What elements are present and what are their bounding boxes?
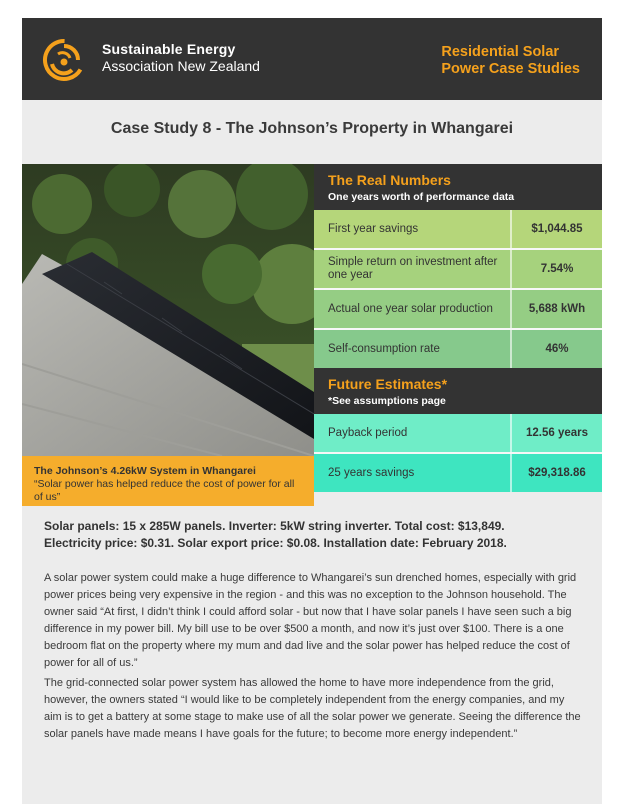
table-row [314, 290, 602, 328]
row-value: 7.54% [510, 250, 602, 288]
row-label: Simple return on investment after one year [314, 250, 510, 288]
row-label: Self-consumption rate [314, 330, 510, 368]
real-numbers-subtitle: One years worth of performance data [328, 191, 515, 203]
table-row [314, 330, 602, 368]
system-specifications [44, 518, 584, 552]
table-row [314, 414, 602, 452]
row-value: 46% [510, 330, 602, 368]
header-bar [22, 18, 602, 100]
row-value: $1,044.85 [510, 210, 602, 248]
case-study-title: Case Study 8 - The Johnson’s Property in Whangarei [110, 120, 514, 137]
row-label: Actual one year solar production [314, 290, 510, 328]
publication-title-line1: Residential Solar [441, 44, 560, 60]
publication-title [441, 44, 580, 78]
sun-swirl-logo-icon [42, 38, 86, 82]
future-estimates-subtitle: *See assumptions page [328, 395, 446, 407]
org-name-line2: Association New Zealand [102, 58, 260, 74]
row-label: Payback period [314, 414, 510, 452]
real-numbers-header [314, 164, 602, 210]
future-estimates-header [314, 368, 602, 414]
specs-line2: Electricity price: $0.31. Solar export price: $0.08. Installation date: February 2018. [44, 536, 507, 550]
real-numbers-title: The Real Numbers [328, 172, 451, 188]
row-label: First year savings [314, 210, 510, 248]
solar-roof-photo [22, 164, 314, 456]
row-value: $29,318.86 [510, 454, 602, 492]
org-name-line1: Sustainable Energy [102, 41, 236, 57]
numbers-panel [314, 164, 602, 492]
body-paragraph: The grid-connected solar power system has allowed the home to have more independence from the grid, however, the owners stated “I would like to be completely independent from the energy companies, and my aim is to get a battery at some stage to make use of all the solar power we generate. Seeing the difference the solar panels have made means I have goals for the future; to become more energy independent.” [44, 677, 581, 740]
publication-title-line2: Power Case Studies [441, 61, 580, 77]
organization-name [102, 41, 260, 75]
body-paragraph: A solar power system could make a huge difference to Whangarei’s sun drenched homes, especially with grid power prices being very expensive in the region - and this was no exception to the Johnson household. The owner said “At first, I didn’t think I could afford solar - but now that I have solar panels I have seen such a big difference in my power bill. My bill use to be over $500 a month, and now it’s just over $100. There is a one bedroom flat on the property where my mum and dad live and the solar power has helped reduce the cost of power for all of us.” [44, 572, 577, 669]
case-study-page [22, 18, 602, 804]
table-row [314, 210, 602, 248]
caption-title: The Johnson’s 4.26kW System in Whangarei [34, 465, 256, 477]
table-row [314, 454, 602, 492]
row-label: 25 years savings [314, 454, 510, 492]
row-value: 12.56 years [510, 414, 602, 452]
row-value: 5,688 kWh [510, 290, 602, 328]
table-row [314, 250, 602, 288]
specs-line1: Solar panels: 15 x 285W panels. Inverter: 5kW string inverter. Total cost: $13,849. [44, 519, 505, 533]
future-estimates-title: Future Estimates* [328, 376, 448, 392]
photo-caption [22, 456, 314, 506]
caption-quote: “Solar power has helped reduce the cost of power for all of us” [34, 478, 295, 503]
